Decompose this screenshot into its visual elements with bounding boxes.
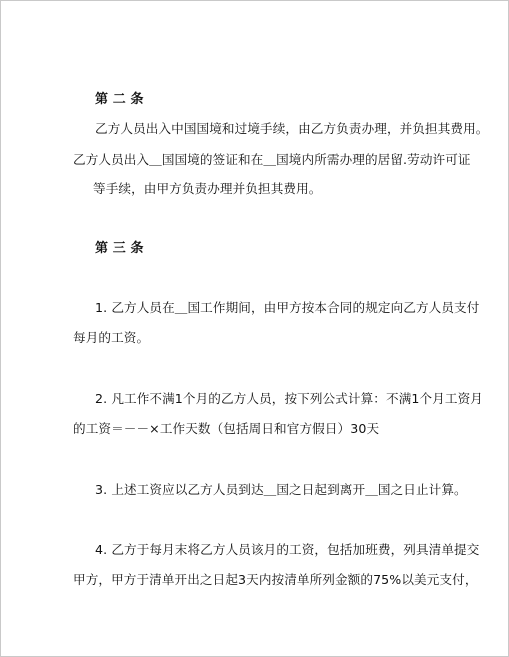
article-2-line-2: 乙方人员出入＿国国境的签证和在＿国境内所需办理的居留.劳动许可证 xyxy=(73,152,471,167)
article-3-item-1-line-1: 1. 乙方人员在＿国工作期间，由甲方按本合同的规定向乙方人员支付 xyxy=(95,300,480,315)
article-2-line-1: 乙方人员出入中国国境和过境手续，由乙方负责办理，并负担其费用。 xyxy=(95,121,489,136)
article-3-item-1-line-2: 每月的工资。 xyxy=(73,330,150,345)
article-3-item-3-line-1: 3. 上述工资应以乙方人员到达＿国之日起到离开＿国之日止计算。 xyxy=(95,482,467,497)
article-3-item-2-line-2: 的工资＝－－×工作天数（包括周日和官方假日）30天 xyxy=(73,421,380,436)
article-2-line-3: 等手续，由甲方负责办理并负担其费用。 xyxy=(93,181,322,196)
article-2-title: 第 二 条 xyxy=(95,92,144,107)
article-3-item-4-line-2: 甲方，甲方于清单开出之日起3天内按清单所列金额的75%以美元支付， xyxy=(73,572,478,587)
article-3-item-4-line-1: 4. 乙方于每月末将乙方人员该月的工资，包括加班费，列具清单提交 xyxy=(95,542,480,557)
article-3-title: 第 三 条 xyxy=(95,241,144,256)
article-3-item-2-line-1: 2. 凡工作不满1个月的乙方人员，按下列公式计算：不满1个月工资月 xyxy=(95,391,483,406)
